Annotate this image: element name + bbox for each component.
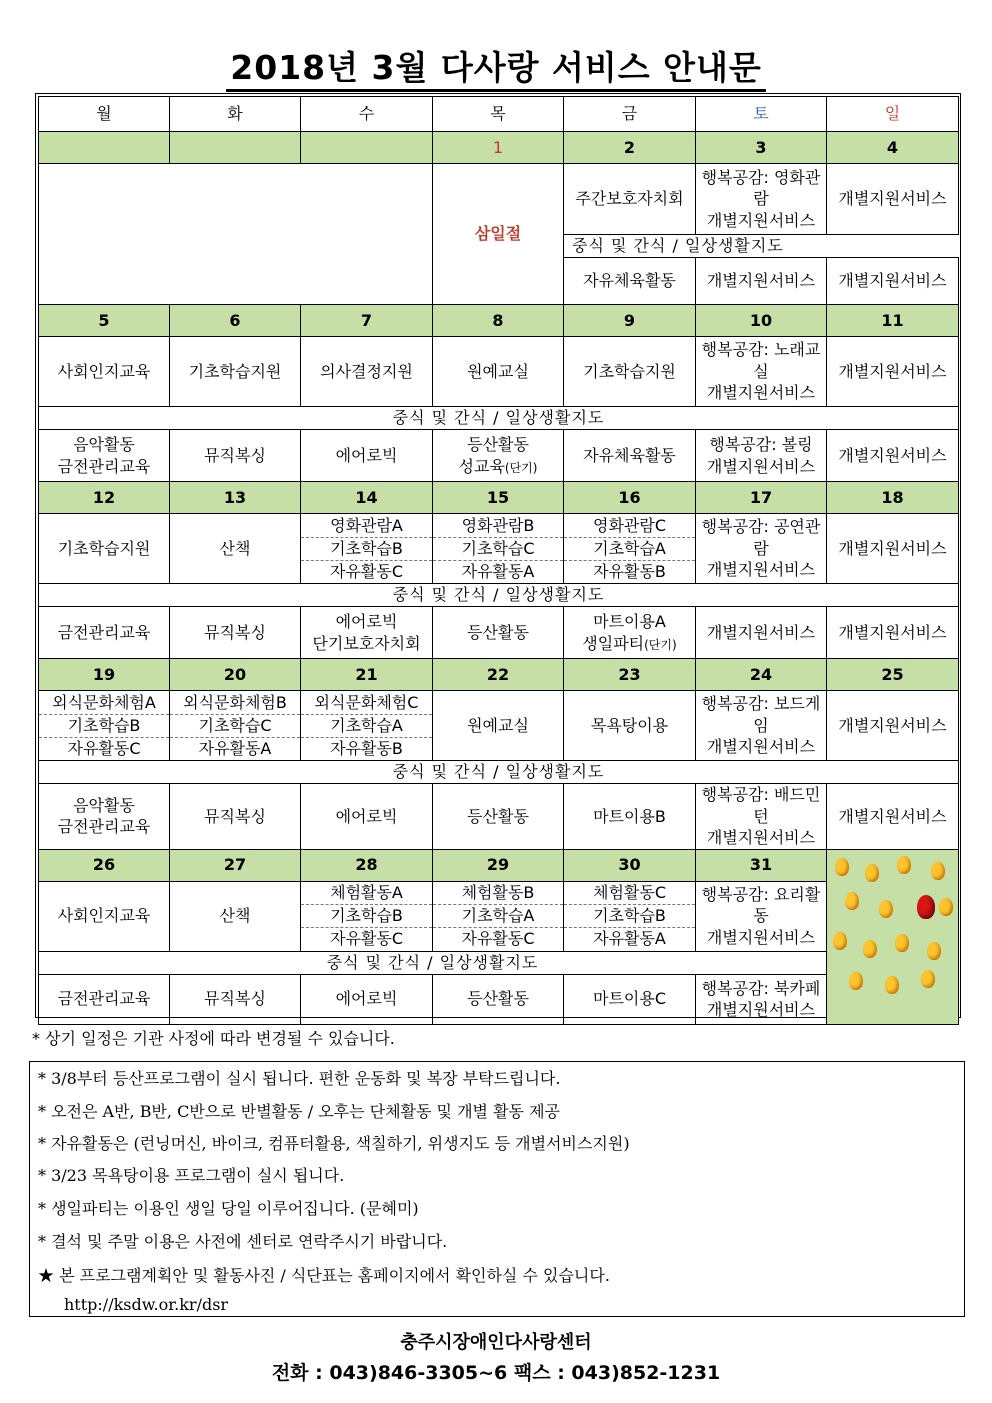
activity-cell: 목욕탕이용 <box>564 691 696 761</box>
notice-line: * 3/23 목욕탕이용 프로그램이 실시 됩니다. <box>38 1166 345 1185</box>
date-cell: 16 <box>564 482 696 514</box>
tulip-field-image <box>827 849 959 1024</box>
activity-cell: 외식문화체험B 기초학습C 자유활동A <box>170 691 301 761</box>
shared-activity: 중식 및 간식 / 일상생활지도 <box>39 761 959 784</box>
activity-cell: 개별지원서비스 <box>827 784 959 850</box>
activity-cell: 행복공감: 볼링 개별지원서비스 <box>696 430 827 482</box>
activity-cell: 뮤직복싱 <box>170 607 301 659</box>
week2-dates <box>39 305 959 337</box>
week3-dates <box>39 482 959 514</box>
activity-cell: 행복공감: 노래교실 개별지원서비스 <box>696 337 827 407</box>
activity-cell: 마트이용A 생일파티(단기) <box>564 607 696 659</box>
activity-cell: 산책 <box>170 514 301 584</box>
date-cell: 14 <box>301 482 433 514</box>
activity-cell: 행복공감: 요리활동 개별지원서비스 <box>696 881 827 951</box>
date-cell: 13 <box>170 482 301 514</box>
date-cell: 8 <box>433 305 564 337</box>
activity-cell: 영화관람A 기초학습B 자유활동C <box>301 514 433 584</box>
activity-cell: 체험활동A 기초학습B 자유활동C <box>301 881 433 951</box>
activity-cell: 산책 <box>170 881 301 951</box>
date-cell: 12 <box>39 482 170 514</box>
activity-cell: 마트이용B <box>564 784 696 850</box>
date-cell: 11 <box>827 305 959 337</box>
week1-dates <box>39 132 959 164</box>
activity-cell: 개별지원서비스 <box>827 164 959 235</box>
activity-cell: 에어로빅 <box>301 430 433 482</box>
activity-cell: 원예교실 <box>433 337 564 407</box>
activity-cell: 행복공감: 영화관람 개별지원서비스 <box>696 164 827 235</box>
activity-cell: 사회인지교육 <box>39 337 170 407</box>
activity-cell: 기초학습지원 <box>39 514 170 584</box>
activity-cell: 에어로빅 <box>301 974 433 1024</box>
date-cell: 23 <box>564 659 696 691</box>
date-cell: 28 <box>301 849 433 881</box>
activity-cell: 등산활동 <box>433 784 564 850</box>
shared-activity: 중식 및 간식 / 일상생활지도 <box>39 407 959 430</box>
activity-cell: 외식문화체험C 기초학습A 자유활동B <box>301 691 433 761</box>
activity-cell: 마트이용C <box>564 974 696 1024</box>
activity-cell: 등산활동 성교육(단기) <box>433 430 564 482</box>
weekday-fri: 금 <box>564 97 696 132</box>
date-cell: 5 <box>39 305 170 337</box>
weekday-tue: 화 <box>170 97 301 132</box>
date-cell: 7 <box>301 305 433 337</box>
activity-cell: 체험활동C 기초학습B 자유활동A <box>564 881 696 951</box>
weekday-wed: 수 <box>301 97 433 132</box>
weekday-sat: 토 <box>696 97 827 132</box>
activity-cell: 행복공감: 공연관람 개별지원서비스 <box>696 514 827 584</box>
activity-cell: 개별지원서비스 <box>827 691 959 761</box>
activity-cell: 행복공감: 북카페 개별지원서비스 <box>696 974 827 1024</box>
activity-cell: 개별지원서비스 <box>827 258 959 305</box>
activity-cell: 체험활동B 기초학습A 자유활동C <box>433 881 564 951</box>
date-cell: 18 <box>827 482 959 514</box>
activity-cell: 외식문화체험A 기초학습B 자유활동C <box>39 691 170 761</box>
date-cell: 31 <box>696 849 827 881</box>
activity-cell: 기초학습지원 <box>564 337 696 407</box>
date-cell: 21 <box>301 659 433 691</box>
date-cell: 4 <box>827 132 959 164</box>
date-cell: 22 <box>433 659 564 691</box>
weekday-thu: 목 <box>433 97 564 132</box>
notice-line: * 결석 및 주말 이용은 사전에 센터로 연락주시기 바랍니다. <box>38 1232 448 1251</box>
activity-cell: 개별지원서비스 <box>827 337 959 407</box>
weekday-mon: 월 <box>39 97 170 132</box>
activity-cell: 등산활동 <box>433 974 564 1024</box>
shared-activity: 중식 및 간식 / 일상생활지도 <box>39 951 827 974</box>
notice-line: * 생일파티는 이용인 생일 당일 이루어집니다. (문혜미) <box>38 1199 419 1218</box>
date-cell <box>301 132 433 164</box>
date-cell: 10 <box>696 305 827 337</box>
activity-cell: 금전관리교육 <box>39 974 170 1024</box>
calendar-table <box>38 96 959 1025</box>
date-cell: 25 <box>827 659 959 691</box>
organization-name: 충주시장애인다사랑센터 <box>400 1332 592 1353</box>
activity-cell: 행복공감: 배드민턴 개별지원서비스 <box>696 784 827 850</box>
activity-cell: 에어로빅 <box>301 784 433 850</box>
homepage-link[interactable]: http://ksdw.or.kr/dsr <box>64 1295 229 1314</box>
weekday-sun: 일 <box>827 97 959 132</box>
activity-cell: 뮤직복싱 <box>170 430 301 482</box>
date-cell: 2 <box>564 132 696 164</box>
date-cell: 1 <box>433 132 564 164</box>
week4-dates <box>39 659 959 691</box>
activity-cell: 개별지원서비스 <box>827 607 959 659</box>
activity-cell: 자유체육활동 <box>564 258 696 305</box>
notice-box <box>29 1061 965 1317</box>
date-cell: 24 <box>696 659 827 691</box>
activity-cell: 원예교실 <box>433 691 564 761</box>
weekday-header <box>39 97 959 132</box>
activity-cell: 금전관리교육 <box>39 607 170 659</box>
date-cell: 15 <box>433 482 564 514</box>
empty-cell <box>39 164 433 305</box>
activity-cell: 행복공감: 보드게임 개별지원서비스 <box>696 691 827 761</box>
activity-cell: 주간보호자치회 <box>564 164 696 235</box>
date-cell <box>170 132 301 164</box>
date-cell: 27 <box>170 849 301 881</box>
activity-cell: 자유체육활동 <box>564 430 696 482</box>
activity-cell: 뮤직복싱 <box>170 974 301 1024</box>
notice-line: * 오전은 A반, B반, C반으로 반별활동 / 오후는 단체활동 및 개별 활동 제공 <box>38 1102 561 1121</box>
activity-cell: 음악활동 금전관리교육 <box>39 430 170 482</box>
date-cell: 29 <box>433 849 564 881</box>
activity-cell: 음악활동 금전관리교육 <box>39 784 170 850</box>
schedule-change-note: * 상기 일정은 기관 사정에 따라 변경될 수 있습니다. <box>32 1029 395 1048</box>
activity-cell: 등산활동 <box>433 607 564 659</box>
shared-activity: 중식 및 간식 / 일상생활지도 <box>39 584 959 607</box>
activity-cell: 개별지원서비스 <box>827 514 959 584</box>
date-cell: 3 <box>696 132 827 164</box>
activity-cell: 뮤직복싱 <box>170 784 301 850</box>
date-cell: 17 <box>696 482 827 514</box>
date-cell: 30 <box>564 849 696 881</box>
notice-line: ★ 본 프로그램계획안 및 활동사진 / 식단표는 홈페이지에서 확인하실 수 있습니다. <box>38 1266 610 1285</box>
date-cell: 6 <box>170 305 301 337</box>
date-cell: 9 <box>564 305 696 337</box>
holiday-cell: 삼일절 <box>433 164 564 305</box>
activity-cell: 에어로빅 단기보호자치회 <box>301 607 433 659</box>
date-cell: 20 <box>170 659 301 691</box>
shared-activity: 중식 및 간식 / 일상생활지도 <box>564 235 959 258</box>
notice-line: * 3/8부터 등산프로그램이 실시 됩니다. 편한 운동화 및 복장 부탁드립니다. <box>38 1069 561 1088</box>
activity-cell: 기초학습지원 <box>170 337 301 407</box>
activity-cell: 사회인지교육 <box>39 881 170 951</box>
activity-cell: 개별지원서비스 <box>827 430 959 482</box>
activity-cell: 의사결정지원 <box>301 337 433 407</box>
page-title: 2018년 3월 다사랑 서비스 안내문 <box>0 42 992 89</box>
activity-cell: 개별지원서비스 <box>696 607 827 659</box>
activity-cell: 개별지원서비스 <box>696 258 827 305</box>
activity-cell: 영화관람B 기초학습C 자유활동A <box>433 514 564 584</box>
notice-line: * 자유활동은 (런닝머신, 바이크, 컴퓨터활용, 색칠하기, 위생지도 등 개별서비스지원) <box>38 1134 630 1153</box>
date-cell: 26 <box>39 849 170 881</box>
activity-cell: 영화관람C 기초학습A 자유활동B <box>564 514 696 584</box>
date-cell <box>39 132 170 164</box>
date-cell: 19 <box>39 659 170 691</box>
week5-dates <box>39 849 959 881</box>
contact-info: 전화 : 043)846-3305~6 팩스 : 043)852-1231 <box>271 1362 721 1384</box>
